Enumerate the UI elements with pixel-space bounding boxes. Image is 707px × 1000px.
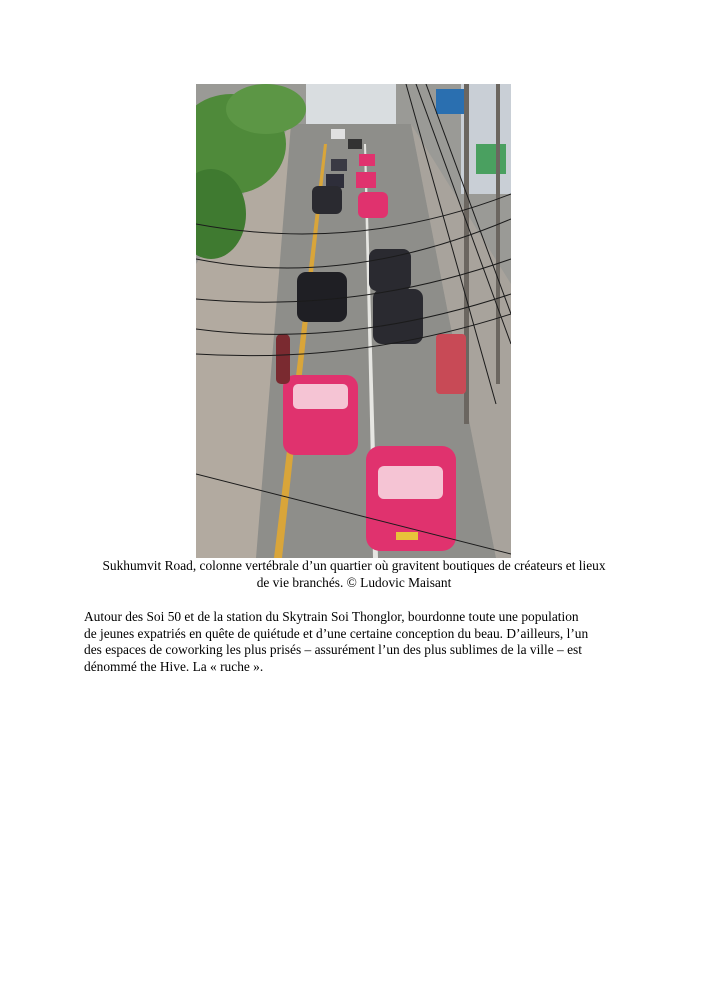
caption-line-2: de vie branchés. © Ludovic Maisant [256,574,452,590]
body-paragraph [84,609,629,675]
photo-caption [80,558,628,591]
street-photo-icon [196,84,511,558]
caption-line-1: Sukhumvit Road, colonne vertébrale d’un quartier où gravitent boutiques de créateurs et lieux [102,558,606,573]
paragraph-line-1: Autour des Soi 50 et de la station du Skytrain Soi Thonglor, bourdonne toute une population [84,609,579,624]
street-photo [196,84,511,558]
paragraph-line-4: dénommé the Hive. La « ruche ». [84,658,264,674]
paragraph-line-2: de jeunes expatriés en quête de quiétude et d’une certaine conception du beau. D’ailleurs, l’un [84,625,589,641]
paragraph-line-3: des espaces de coworking les plus prisés – assurément l’un des plus sublimes de la ville – est [84,642,582,657]
